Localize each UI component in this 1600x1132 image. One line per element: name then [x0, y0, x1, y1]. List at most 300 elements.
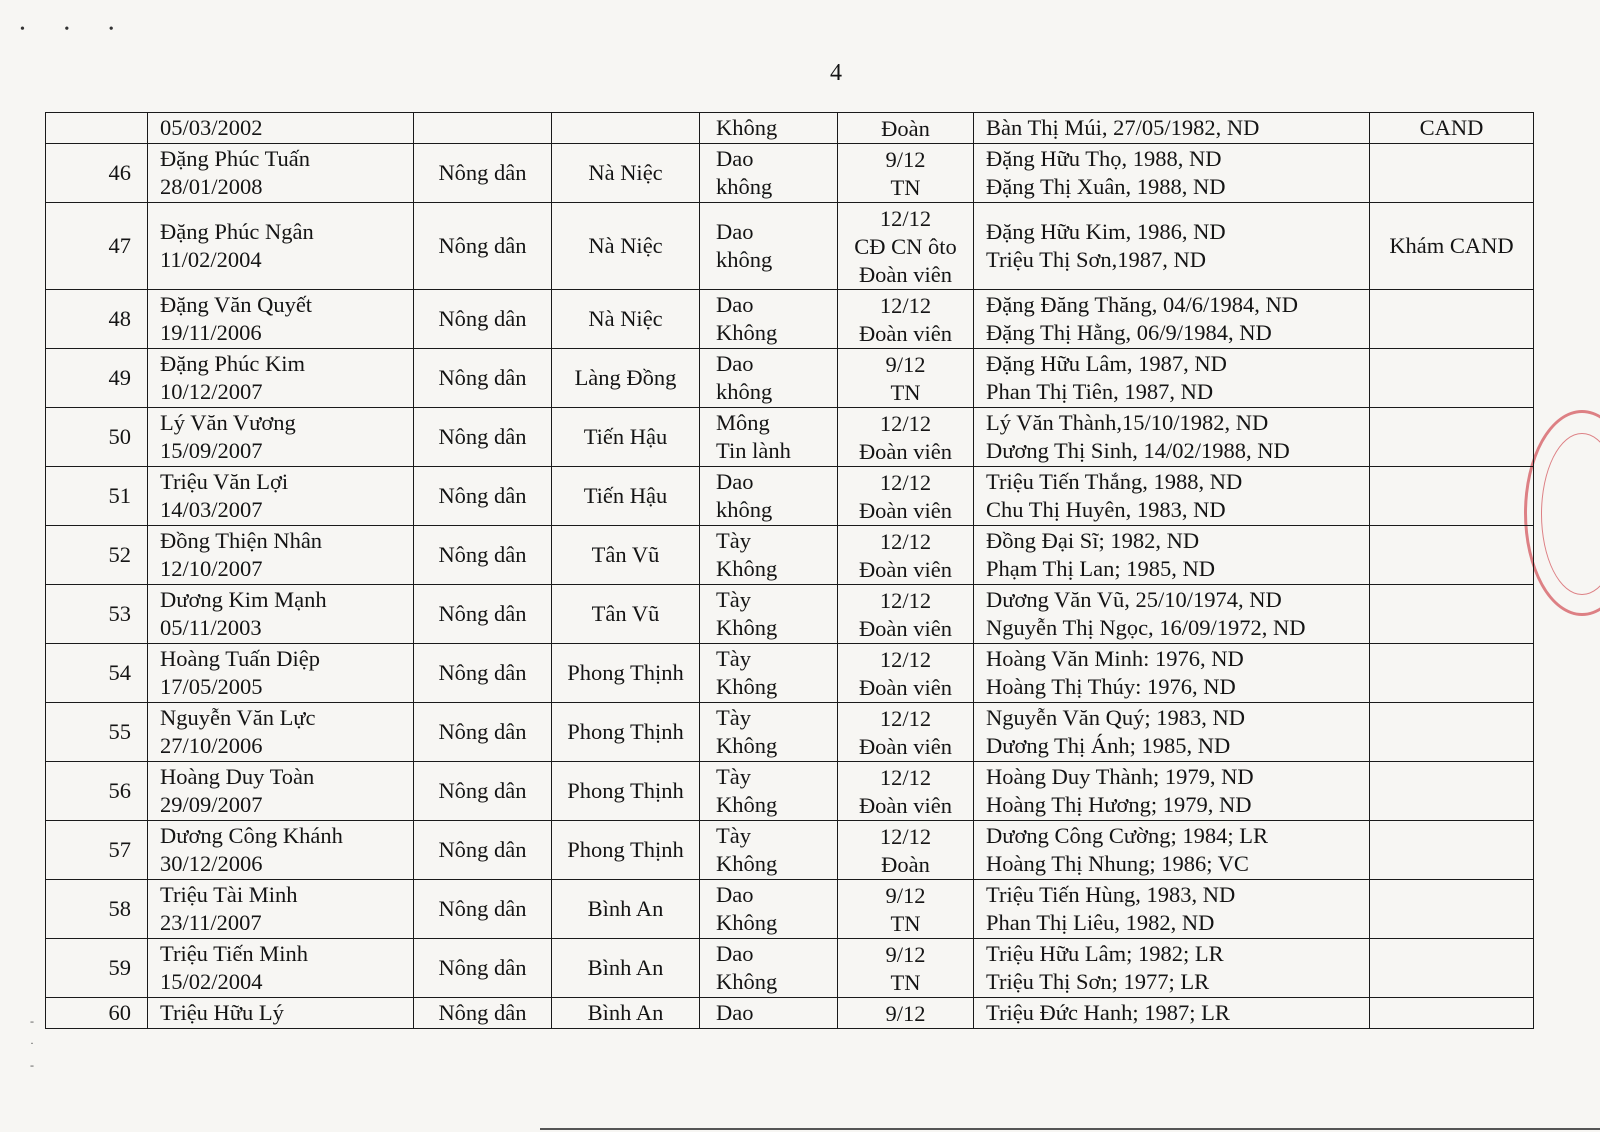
cell-parents [974, 408, 1370, 467]
cell-name-dob [148, 526, 414, 585]
cell-name-dob-name: Đồng Thiện Nhân [160, 528, 323, 553]
cell-education-edu2: Đoàn viên [858, 675, 953, 700]
cell-number [46, 998, 148, 1029]
cell-ethnicity-religion-eth2: Không [716, 556, 778, 581]
cell-village [552, 998, 700, 1029]
cell-ethnicity-religion-eth1: Dao [716, 292, 754, 317]
cell-name-dob [148, 349, 414, 408]
cell-name-dob-dob: 28/01/2008 [160, 174, 263, 199]
cell-ethnicity-religion [700, 703, 838, 762]
cell-number-stt: 49 [108, 365, 131, 390]
cell-name-dob-dob: 11/02/2004 [160, 247, 262, 272]
cell-education-edu2: Đoàn viên [858, 616, 953, 641]
cell-education-edu2: TN [890, 970, 921, 995]
cell-note-note: CAND [1419, 115, 1484, 140]
cell-occupation-job: Nông dân [438, 837, 527, 862]
cell-ethnicity-religion-eth1: Tày [716, 764, 751, 789]
cell-number-stt: 53 [108, 601, 131, 626]
cell-ethnicity-religion-eth2: không [716, 174, 773, 199]
cell-education [838, 821, 974, 880]
cell-parents-p2: Bàn Thị Múi, 27/05/1982, ND [986, 115, 1260, 140]
cell-number-stt: 47 [108, 233, 131, 258]
cell-village-place: Phong Thịnh [567, 719, 684, 744]
table-row [46, 880, 1534, 939]
cell-village [552, 821, 700, 880]
cell-ethnicity-religion-eth2: Không [716, 969, 778, 994]
cell-occupation [414, 349, 552, 408]
cell-name-dob [148, 998, 414, 1029]
cell-parents [974, 880, 1370, 939]
cell-education [838, 703, 974, 762]
cell-education-edu1: 9/12 [885, 1001, 926, 1026]
table-row [46, 467, 1534, 526]
cell-name-dob-name: Dương Công Khánh [160, 823, 343, 848]
cell-name-dob-dob: 05/03/2002 [160, 115, 263, 140]
table-row [46, 113, 1534, 144]
cell-parents-p2: Đặng Thị Xuân, 1988, ND [986, 174, 1226, 199]
cell-occupation [414, 762, 552, 821]
cell-education [838, 998, 974, 1029]
cell-village [552, 526, 700, 585]
cell-number [46, 408, 148, 467]
cell-name-dob [148, 585, 414, 644]
cell-name-dob [148, 467, 414, 526]
cell-occupation [414, 290, 552, 349]
cell-number [46, 113, 148, 144]
scan-artifact-dots: • • • [20, 22, 132, 37]
cell-note [1370, 467, 1534, 526]
cell-education-edu1: 12/12 [879, 824, 932, 849]
cell-parents-p2: Hoàng Thị Hương; 1979, ND [986, 792, 1252, 817]
cell-parents-p2: Phạm Thị Lan; 1985, ND [986, 556, 1215, 581]
table-row [46, 998, 1534, 1029]
cell-number-stt: 50 [108, 424, 131, 449]
cell-ethnicity-religion-eth2: không [716, 497, 773, 522]
cell-parents-p2: Chu Thị Huyên, 1983, ND [986, 497, 1226, 522]
cell-ethnicity-religion [700, 998, 838, 1029]
cell-occupation [414, 408, 552, 467]
table-row [46, 408, 1534, 467]
cell-parents-p2: Dương Thị Ánh; 1985, ND [986, 733, 1231, 758]
cell-number-stt: 54 [108, 660, 131, 685]
cell-education-edu1: 12/12 [879, 765, 932, 790]
cell-parents [974, 290, 1370, 349]
cell-village [552, 113, 700, 144]
cell-education [838, 939, 974, 998]
cell-ethnicity-religion-eth1: Dao [716, 351, 754, 376]
cell-education [838, 290, 974, 349]
table-row [46, 703, 1534, 762]
cell-village-place: Tân Vũ [591, 601, 660, 626]
cell-occupation-job: Nông dân [438, 660, 527, 685]
cell-ethnicity-religion [700, 144, 838, 203]
cell-education-edu1: 12/12 [879, 529, 932, 554]
cell-parents-p2: Nguyễn Thị Ngọc, 16/09/1972, ND [986, 615, 1306, 640]
cell-parents-p2: Dương Thị Sinh, 14/02/1988, ND [986, 438, 1290, 463]
cell-parents-p1: Hoàng Văn Minh: 1976, ND [986, 646, 1244, 671]
cell-village-place: Bình An [587, 955, 664, 980]
cell-ethnicity-religion [700, 467, 838, 526]
cell-ethnicity-religion-eth2: Không [716, 320, 778, 345]
cell-village-place: Phong Thịnh [567, 837, 684, 862]
cell-name-dob-dob: 10/12/2007 [160, 379, 263, 404]
cell-note [1370, 526, 1534, 585]
cell-number [46, 644, 148, 703]
cell-name-dob-name: Hoàng Duy Toàn [160, 764, 315, 789]
cell-name-dob [148, 144, 414, 203]
cell-village [552, 408, 700, 467]
cell-education-edu1: 9/12 [885, 942, 926, 967]
table-row [46, 762, 1534, 821]
cell-ethnicity-religion-eth1: Dao [716, 1000, 754, 1025]
cell-ethnicity-religion-eth1: Mông [716, 410, 770, 435]
cell-parents [974, 644, 1370, 703]
cell-ethnicity-religion [700, 526, 838, 585]
cell-number [46, 203, 148, 290]
cell-ethnicity-religion [700, 203, 838, 290]
cell-ethnicity-religion-eth1: Tày [716, 823, 751, 848]
cell-ethnicity-religion [700, 880, 838, 939]
cell-education-edu2: Đoàn [881, 116, 930, 141]
cell-education-edu1: 9/12 [885, 352, 926, 377]
table-row [46, 939, 1534, 998]
cell-education-edu2: Đoàn viên [858, 557, 953, 582]
cell-name-dob [148, 762, 414, 821]
cell-name-dob [148, 703, 414, 762]
cell-ethnicity-religion [700, 290, 838, 349]
cell-note [1370, 113, 1534, 144]
cell-occupation-job: Nông dân [438, 778, 527, 803]
cell-village [552, 939, 700, 998]
cell-parents [974, 939, 1370, 998]
cell-village-place: Nà Niệc [588, 306, 663, 331]
cell-village-place: Phong Thịnh [567, 660, 684, 685]
cell-occupation-job: Nông dân [438, 542, 527, 567]
cell-parents-p1: Đặng Đăng Thăng, 04/6/1984, ND [986, 292, 1299, 317]
cell-occupation-job: Nông dân [438, 365, 527, 390]
cell-parents-p2: Triệu Thị Sơn,1987, ND [986, 247, 1207, 272]
cell-village-place: Bình An [587, 896, 664, 921]
cell-education-edu1: 9/12 [885, 147, 926, 172]
cell-education [838, 113, 974, 144]
table-row [46, 585, 1534, 644]
cell-parents-p1: Hoàng Duy Thành; 1979, ND [986, 764, 1254, 789]
cell-education-edu2: Đoàn viên [858, 498, 953, 523]
cell-parents-p1: Dương Văn Vũ, 25/10/1974, ND [986, 587, 1282, 612]
cell-note [1370, 821, 1534, 880]
cell-number-stt: 55 [108, 719, 131, 744]
cell-occupation [414, 467, 552, 526]
cell-name-dob-name: Hoàng Tuấn Diệp [160, 646, 321, 671]
cell-occupation [414, 113, 552, 144]
cell-parents [974, 144, 1370, 203]
cell-number-stt: 48 [108, 306, 131, 331]
cell-parents [974, 349, 1370, 408]
cell-occupation [414, 939, 552, 998]
cell-parents-p2: Đặng Thị Hằng, 06/9/1984, ND [986, 320, 1272, 345]
cell-number [46, 880, 148, 939]
cell-education-edu1: 12/12 [879, 206, 932, 231]
cell-name-dob [148, 644, 414, 703]
people-table [45, 112, 1534, 1029]
cell-parents-p1: Dương Công Cường; 1984; LR [986, 823, 1268, 848]
cell-name-dob-dob: 23/11/2007 [160, 910, 262, 935]
cell-note [1370, 644, 1534, 703]
cell-name-dob-dob: 19/11/2006 [160, 320, 262, 345]
cell-occupation-job: Nông dân [438, 424, 527, 449]
cell-education [838, 144, 974, 203]
cell-village [552, 762, 700, 821]
cell-education-edu1: 12/12 [879, 470, 932, 495]
cell-number-stt: 56 [108, 778, 131, 803]
cell-ethnicity-religion [700, 349, 838, 408]
cell-education [838, 585, 974, 644]
cell-note [1370, 703, 1534, 762]
cell-ethnicity-religion-eth2: không [716, 247, 773, 272]
cell-ethnicity-religion-eth2: Không [716, 733, 778, 758]
cell-number-stt: 59 [108, 955, 131, 980]
cell-ethnicity-religion-eth1: Dao [716, 882, 754, 907]
cell-education-edu2: CĐ CN ôto [854, 234, 957, 259]
table-row [46, 290, 1534, 349]
cell-village [552, 467, 700, 526]
cell-parents-p2: Hoàng Thị Thúy: 1976, ND [986, 674, 1236, 699]
cell-occupation [414, 821, 552, 880]
cell-name-dob [148, 290, 414, 349]
cell-village-place: Tân Vũ [591, 542, 660, 567]
cell-note [1370, 939, 1534, 998]
cell-occupation-job: Nông dân [438, 955, 527, 980]
cell-ethnicity-religion-eth2: Không [716, 910, 778, 935]
cell-education-edu2: TN [890, 175, 921, 200]
cell-education [838, 526, 974, 585]
cell-village [552, 203, 700, 290]
cell-education-edu2: TN [890, 380, 921, 405]
cell-note [1370, 349, 1534, 408]
cell-education [838, 644, 974, 703]
cell-number-stt: 51 [108, 483, 131, 508]
cell-education-edu1: 12/12 [879, 411, 932, 436]
cell-occupation [414, 703, 552, 762]
cell-parents-p1: Đồng Đại Sĩ; 1982, ND [986, 528, 1200, 553]
cell-ethnicity-religion-eth1: Dao [716, 941, 754, 966]
cell-village [552, 290, 700, 349]
table-row [46, 349, 1534, 408]
cell-ethnicity-religion-eth2: Không [716, 792, 778, 817]
cell-note [1370, 880, 1534, 939]
cell-ethnicity-religion [700, 762, 838, 821]
cell-ethnicity-religion-eth1: Tày [716, 646, 751, 671]
cell-education-edu2: TN [890, 911, 921, 936]
cell-note [1370, 998, 1534, 1029]
cell-ethnicity-religion-eth1: Dao [716, 146, 754, 171]
cell-village [552, 585, 700, 644]
cell-parents [974, 762, 1370, 821]
cell-name-dob-dob: 17/05/2005 [160, 674, 263, 699]
cell-number-stt: 52 [108, 542, 131, 567]
cell-ethnicity-religion-eth1: Dao [716, 469, 754, 494]
cell-ethnicity-religion-eth1: Tày [716, 705, 751, 730]
cell-village [552, 880, 700, 939]
cell-education-edu2: Đoàn viên [858, 321, 953, 346]
cell-ethnicity-religion [700, 939, 838, 998]
cell-parents-p1: Triệu Đức Hanh; 1987; LR [986, 1000, 1230, 1025]
cell-education-edu1: 12/12 [879, 706, 932, 731]
cell-parents [974, 703, 1370, 762]
cell-occupation-job: Nông dân [438, 483, 527, 508]
cell-number [46, 585, 148, 644]
page-number: 4 [830, 60, 842, 86]
cell-occupation [414, 144, 552, 203]
bottom-rule [540, 1128, 1600, 1130]
cell-number [46, 467, 148, 526]
cell-name-dob-dob: 15/02/2004 [160, 969, 263, 994]
cell-ethnicity-religion-eth1: Tày [716, 528, 751, 553]
cell-parents-p1: Triệu Tiến Thắng, 1988, ND [986, 469, 1243, 494]
cell-parents-p2: Phan Thị Liêu, 1982, ND [986, 910, 1215, 935]
cell-note-note: Khám CAND [1389, 233, 1514, 258]
cell-education [838, 349, 974, 408]
cell-parents [974, 821, 1370, 880]
cell-parents-p1: Triệu Tiến Hùng, 1983, ND [986, 882, 1236, 907]
cell-name-dob-name: Đặng Phúc Ngân [160, 219, 314, 244]
cell-occupation [414, 998, 552, 1029]
cell-village-place: Nà Niệc [588, 233, 663, 258]
cell-occupation [414, 585, 552, 644]
cell-village-place: Nà Niệc [588, 160, 663, 185]
cell-parents-p1: Đặng Hữu Kim, 1986, ND [986, 219, 1226, 244]
cell-village-place: Tiến Hậu [583, 424, 668, 449]
cell-parents-p2: Hoàng Thị Nhung; 1986; VC [986, 851, 1249, 876]
cell-name-dob-dob: 05/11/2003 [160, 615, 262, 640]
scan-artifact-marks: - · - [30, 1014, 34, 1072]
cell-education [838, 203, 974, 290]
cell-education-edu2: Đoàn [881, 852, 930, 877]
cell-note [1370, 203, 1534, 290]
cell-note [1370, 762, 1534, 821]
cell-ethnicity-religion-eth1: Dao [716, 219, 754, 244]
cell-parents-p1: Đặng Hữu Thọ, 1988, ND [986, 146, 1222, 171]
cell-occupation-job: Nông dân [438, 160, 527, 185]
table-row [46, 526, 1534, 585]
cell-ethnicity-religion [700, 644, 838, 703]
cell-name-dob-name: Triệu Tài Minh [160, 882, 298, 907]
cell-occupation [414, 203, 552, 290]
cell-name-dob-name: Đặng Phúc Kim [160, 351, 305, 376]
cell-ethnicity-religion-eth2: Tin lành [716, 438, 791, 463]
cell-ethnicity-religion [700, 585, 838, 644]
cell-education-edu3: Đoàn viên [858, 262, 953, 287]
cell-ethnicity-religion-eth2: Không [716, 851, 778, 876]
cell-number-stt: 46 [108, 160, 131, 185]
cell-note [1370, 408, 1534, 467]
cell-number [46, 144, 148, 203]
cell-name-dob [148, 880, 414, 939]
cell-occupation-job: Nông dân [438, 1000, 527, 1025]
cell-name-dob-name: Đặng Phúc Tuấn [160, 146, 311, 171]
cell-name-dob-dob: 30/12/2006 [160, 851, 263, 876]
cell-education-edu1: 12/12 [879, 647, 932, 672]
cell-parents-p2: Phan Thị Tiên, 1987, ND [986, 379, 1214, 404]
cell-name-dob [148, 203, 414, 290]
cell-parents [974, 998, 1370, 1029]
cell-number [46, 349, 148, 408]
cell-name-dob-dob: 14/03/2007 [160, 497, 263, 522]
cell-name-dob-name: Dương Kim Mạnh [160, 587, 327, 612]
cell-ethnicity-religion-eth2: Không [716, 674, 778, 699]
cell-number-stt: 58 [108, 896, 131, 921]
cell-ethnicity-religion [700, 408, 838, 467]
cell-occupation-job: Nông dân [438, 719, 527, 744]
cell-number [46, 290, 148, 349]
cell-parents-p1: Đặng Hữu Lâm, 1987, ND [986, 351, 1227, 376]
cell-education-edu1: 12/12 [879, 588, 932, 613]
cell-occupation-job: Nông dân [438, 601, 527, 626]
cell-number-stt: 60 [108, 1000, 131, 1025]
cell-ethnicity-religion-eth2: Không [716, 115, 778, 140]
cell-number [46, 703, 148, 762]
cell-name-dob [148, 113, 414, 144]
cell-parents [974, 113, 1370, 144]
cell-education-edu1: 12/12 [879, 293, 932, 318]
cell-parents [974, 203, 1370, 290]
cell-note [1370, 290, 1534, 349]
cell-name-dob-dob: 27/10/2006 [160, 733, 263, 758]
cell-ethnicity-religion-eth2: không [716, 379, 773, 404]
cell-village [552, 703, 700, 762]
table-row [46, 644, 1534, 703]
cell-occupation-job: Nông dân [438, 233, 527, 258]
cell-parents-p1: Nguyễn Văn Quý; 1983, ND [986, 705, 1245, 730]
cell-number [46, 939, 148, 998]
cell-name-dob-dob: 29/09/2007 [160, 792, 263, 817]
cell-parents-p1: Triệu Hữu Lâm; 1982; LR [986, 941, 1224, 966]
cell-note [1370, 144, 1534, 203]
cell-number [46, 762, 148, 821]
cell-ethnicity-religion [700, 113, 838, 144]
cell-education-edu1: 9/12 [885, 883, 926, 908]
table-body [46, 113, 1534, 1029]
cell-number [46, 821, 148, 880]
cell-village-place: Bình An [587, 1000, 664, 1025]
cell-name-dob-name: Lý Văn Vương [160, 410, 296, 435]
cell-occupation-job: Nông dân [438, 896, 527, 921]
cell-name-dob-dob: 12/10/2007 [160, 556, 263, 581]
cell-education-edu2: Đoàn viên [858, 734, 953, 759]
cell-parents [974, 526, 1370, 585]
cell-village-place: Tiến Hậu [583, 483, 668, 508]
cell-name-dob-name: Đặng Văn Quyết [160, 292, 313, 317]
cell-education [838, 880, 974, 939]
cell-name-dob [148, 939, 414, 998]
table-row [46, 203, 1534, 290]
cell-parents [974, 585, 1370, 644]
cell-note [1370, 585, 1534, 644]
cell-number [46, 526, 148, 585]
cell-number-stt: 57 [108, 837, 131, 862]
cell-name-dob-name: Nguyễn Văn Lực [160, 705, 316, 730]
cell-education-edu2: Đoàn viên [858, 439, 953, 464]
cell-occupation [414, 644, 552, 703]
cell-parents-p1: Lý Văn Thành,15/10/1982, ND [986, 410, 1269, 435]
cell-education [838, 762, 974, 821]
cell-education-edu2: Đoàn viên [858, 793, 953, 818]
cell-parents-p2: Triệu Thị Sơn; 1977; LR [986, 969, 1210, 994]
cell-occupation-job: Nông dân [438, 306, 527, 331]
cell-village [552, 144, 700, 203]
cell-education [838, 408, 974, 467]
cell-ethnicity-religion-eth2: Không [716, 615, 778, 640]
